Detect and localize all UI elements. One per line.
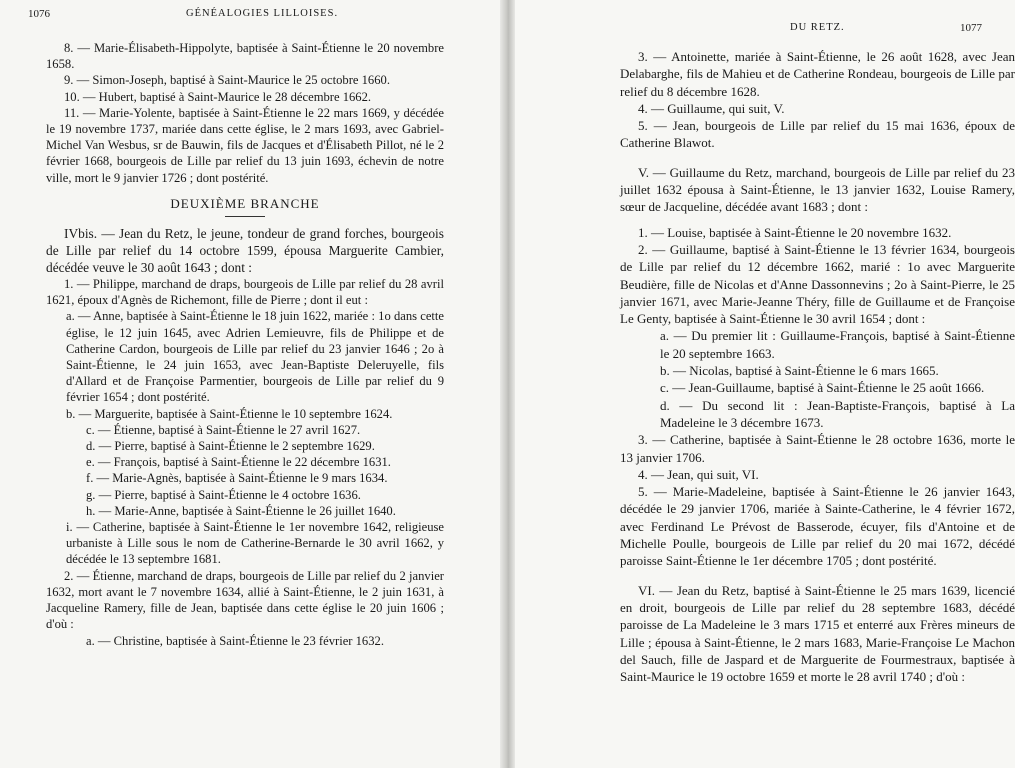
paragraph: 4. — Guillaume, qui suit, V.: [638, 100, 785, 116]
paragraph: f. — Marie-Agnès, baptisée à Saint-Étienne le 9 mars 1634.: [86, 471, 388, 486]
right-running-head: DU RETZ.: [790, 22, 845, 33]
paragraph: c. — Jean-Guillaume, baptisé à Saint-Étienne le 25 août 1666.: [660, 380, 985, 396]
paragraph: b. — Marguerite, baptisée à Saint-Étienne le 10 septembre 1624.: [66, 406, 393, 421]
spacer: [620, 216, 1015, 224]
right-text-column: [620, 48, 1015, 685]
paragraph: 3. — Antoinette, mariée à Saint-Étienne, le 26 août 1628, avec Jean Delabarghe, fils de Mahieu et de Catherine Rondeau, bourgeois de Lille par relief du 8 décembre 1628.: [620, 49, 1015, 99]
paragraph: 1. — Louise, baptisée à Saint-Étienne le 20 novembre 1632.: [638, 224, 952, 240]
paragraph: i. — Catherine, baptisée à Saint-Étienne le 1er novembre 1642, religieuse urbaniste à Lille sous le nom de Catherine-Bernarde le 30 avril 1662, y décédée le 13 septembre 1681.: [66, 520, 444, 567]
paragraph: 11. — Marie-Yolente, baptisée à Saint-Étienne le 22 mars 1669, y décédée le 19 novembre 1737, mariée dans cette église, le 2 mars 1693, avec Gabriel-Michel Van Wesbus, sr de Bauwin, fils de Jacques et d'Élisabeth Pillot, né le 2 février 1668, bourgeois de Lille par relief du 13 juin 1693, échevin de notre ville, mort le 9 janvier 1726 ; dont postérité.: [46, 105, 444, 185]
paragraph: c. — Étienne, baptisé à Saint-Étienne le 27 avril 1627.: [86, 422, 361, 437]
paragraph: d. — Du second lit : Jean-Baptiste-François, baptisé à La Madeleine le 3 décembre 1673.: [660, 397, 1015, 430]
left-running-head: GÉNÉALOGIES LILLOISES.: [186, 8, 339, 19]
paragraph: 10. — Hubert, baptisé à Saint-Maurice le 28 décembre 1662.: [64, 89, 372, 104]
paragraph: 2. — Guillaume, baptisé à Saint-Étienne le 13 février 1634, bourgeois de Lille par relief du 12 décembre 1662, marié : 1o avec Marguerite Beudière, fille de Nicolas et d'Anne Dassonnevins ; 2o à Saint-Pierre, le 25 janvier 1671, avec Marie-Jeanne Théry, fille de Guillaume et de Françoise Le Genty, baptisée à Saint-Étienne le 30 avril 1654 ; dont :: [620, 241, 1015, 327]
paragraph: a. — Du premier lit : Guillaume-François, baptisé à Saint-Étienne le 20 septembre 1663.: [660, 328, 1015, 361]
paragraph: 9. — Simon-Joseph, baptisé à Saint-Maurice le 25 octobre 1660.: [64, 73, 390, 88]
right-page-number: 1077: [960, 22, 982, 34]
paragraph: VI. — Jean du Retz, baptisé à Saint-Étienne le 25 mars 1639, licencié en droit, bourgeois de Lille par relief du 28 septembre 1683, décédé paroisse de La Madeleine le 3 mars 1715 et enterré aux Frères mineurs de Lille ; épousa à Saint-Étienne, le 2 mars 1683, Marie-Françoise Le Machon del Sauch, fille de Jaspard et de Marguerite de Fourmestraux, baptisée à Saint-Maurice le 19 octobre 1659 et morte le 28 avril 1740 ; d'où :: [620, 582, 1015, 685]
paragraph: h. — Marie-Anne, baptisée à Saint-Étienne le 26 juillet 1640.: [86, 503, 396, 518]
paragraph: e. — François, baptisé à Saint-Étienne le 22 décembre 1631.: [86, 455, 391, 470]
spacer: [620, 570, 1015, 582]
paragraph: b. — Nicolas, baptisé à Saint-Étienne le 6 mars 1665.: [660, 363, 939, 379]
paragraph: 5. — Marie-Madeleine, baptisée à Saint-Étienne le 26 janvier 1643, décédée le 29 janvier 1706, mariée à Sainte-Catherine, le 4 février 1672, avec Ferdinand Le Prévost de Basserode, écuyer, fils d'Antoine et de Michelle Poulle, bourgeois de Lille par relief du 20 mai 1672, décédé paroisse Saint-Étienne le 1er décembre 1705 ; dont postérité.: [620, 484, 1015, 569]
left-page-number: 1076: [28, 8, 50, 20]
paragraph: IVbis. — Jean du Retz, le jeune, tondeur de grand forches, bourgeois de Lille par relief du 14 octobre 1599, épousa Marguerite Cambier, décédée veuve le 30 août 1643 ; dont :: [46, 226, 444, 276]
paragraph: 8. — Marie-Élisabeth-Hippolyte, baptisée à Saint-Étienne le 20 novembre 1658.: [46, 41, 444, 72]
paragraph: a. — Christine, baptisée à Saint-Étienne le 23 février 1632.: [86, 633, 384, 648]
paragraph: a. — Anne, baptisée à Saint-Étienne le 18 juin 1622, mariée : 1o dans cette église, le 12 juin 1645, avec Adrien Lemieuvre, fils de Philippe et de Catherine Cardon, bourgeois de Lille par relief du 23 janvier 1646 ; 2o à Saint-Étienne, le 24 juin 1653, avec Jean-Baptiste Deleruyelle, fils d'Allard et de Françoise Parmentier, bourgeois de Lille par relief du 9 février 1654 ; dont postérité.: [66, 309, 444, 405]
paragraph: 4. — Jean, qui suit, VI.: [638, 466, 759, 482]
section-title: DEUXIÈME BRANCHE: [170, 195, 320, 211]
paragraph: 5. — Jean, bourgeois de Lille par relief du 15 mai 1636, époux de Catherine Blawot.: [620, 118, 1015, 151]
left-page: [0, 0, 500, 768]
paragraph: d. — Pierre, baptisé à Saint-Étienne le 2 septembre 1629.: [86, 439, 375, 454]
left-text-column: [46, 40, 444, 649]
paragraph: 1. — Philippe, marchand de draps, bourgeois de Lille par relief du 28 avril 1621, époux d'Agnès de Richemont, fille de Pierre ; dont il eut :: [46, 277, 444, 308]
paragraph: g. — Pierre, baptisé à Saint-Étienne le 4 octobre 1636.: [86, 487, 361, 502]
paragraph: V. — Guillaume du Retz, marchand, bourgeois de Lille par relief du 23 juillet 1632 épousa à Saint-Étienne, le 13 janvier 1632, Louise Ramery, sœur de Jacqueline, décédée avant 1683 ; dont :: [620, 164, 1015, 215]
right-page: [515, 0, 1015, 768]
book-gutter: [500, 0, 515, 768]
paragraph: 3. — Catherine, baptisée à Saint-Étienne le 28 octobre 1636, morte le 13 janvier 1706.: [620, 432, 1015, 465]
paragraph: 2. — Étienne, marchand de draps, bourgeois de Lille par relief du 2 janvier 1632, mort avant le 7 novembre 1634, allié à Saint-Étienne, le 2 juin 1631, à Jacqueline Ramery, fille de Jean, baptisée dans cette église le 20 juin 1606 ; d'où :: [46, 568, 444, 632]
spacer: [620, 152, 1015, 164]
section-rule: [225, 216, 265, 217]
